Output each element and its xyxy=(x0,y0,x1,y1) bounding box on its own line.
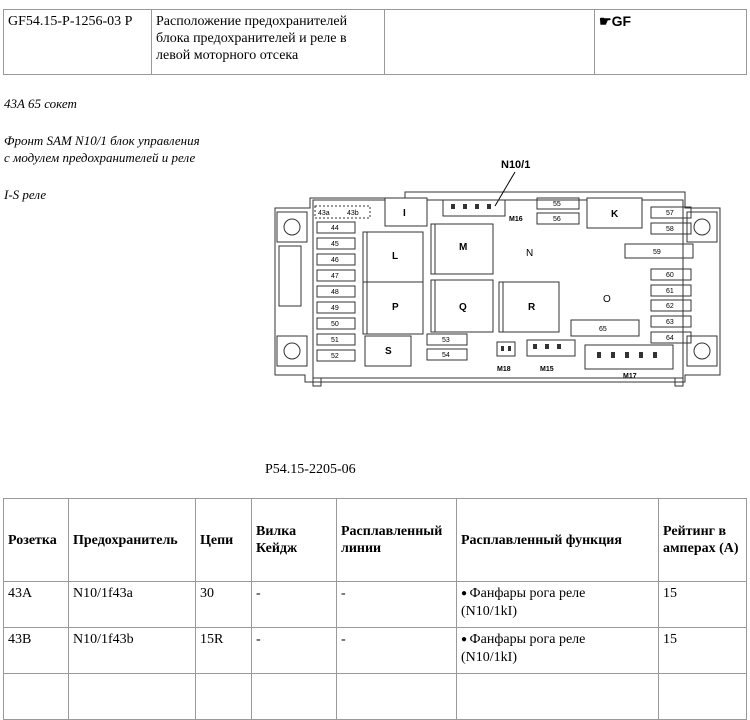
function-ref: (N10/1kI) xyxy=(461,604,517,619)
table-row-partial xyxy=(4,674,747,720)
connector-m15-label: M15 xyxy=(540,366,554,373)
cell-circuit: 30 xyxy=(196,582,252,628)
table-row xyxy=(4,582,747,628)
relay-r-label: R xyxy=(528,302,536,313)
connector-m16-label: M16 xyxy=(509,216,523,223)
document-header-table xyxy=(3,9,747,75)
fuse-44-label: 44 xyxy=(331,225,339,232)
doc-code: GF54.15-P-1256-03 P xyxy=(4,10,152,75)
relay-l-label: L xyxy=(392,251,399,262)
relay-o-label: O xyxy=(603,294,611,305)
fuse-56-label: 56 xyxy=(553,216,561,223)
col-header-socket: Розетка xyxy=(4,499,69,582)
front-sam-note-line1: Фронт SAM N10/1 блок управления xyxy=(4,133,200,148)
function-ref: (N10/1kI) xyxy=(461,650,517,665)
fuse-assignment-table xyxy=(3,498,747,720)
relay-m-label: M xyxy=(459,242,468,253)
fuse-50-label: 50 xyxy=(331,321,339,328)
cell-fuse: N10/1f43b xyxy=(69,628,196,674)
fuse-58-label: 58 xyxy=(666,226,674,233)
socket-note: 43A 65 сокет xyxy=(4,96,77,111)
col-header-fused-line: Расплавленный линии xyxy=(337,499,457,582)
cell-fused-function xyxy=(457,628,659,674)
relay-k-label: K xyxy=(611,209,619,220)
fuse-49-label: 49 xyxy=(331,305,339,312)
relay-p-label: P xyxy=(392,302,399,313)
fuse-46-label: 46 xyxy=(331,257,339,264)
relay-q-label: Q xyxy=(459,302,467,313)
pointing-hand-icon: ☛ xyxy=(599,13,612,29)
cell-cage-plug: - xyxy=(252,582,337,628)
cell-fused-line: - xyxy=(337,628,457,674)
fuse-62-label: 62 xyxy=(666,303,674,310)
fuse-57-label: 57 xyxy=(666,210,674,217)
cell-cage-plug: - xyxy=(252,628,337,674)
function-text: ● Фанфары рога реле xyxy=(461,632,585,647)
gf-logo: GF xyxy=(611,13,632,29)
col-header-fuse: Предохранитель xyxy=(69,499,196,582)
cell-fuse: N10/1f43a xyxy=(69,582,196,628)
figure-caption: P54.15-2205-06 xyxy=(265,462,356,477)
cell-socket: 43B xyxy=(4,628,69,674)
cell-rating: 15 xyxy=(659,628,747,674)
cell-rating: 15 xyxy=(659,582,747,628)
col-header-fused-function: Расплавленный функция xyxy=(457,499,659,582)
cell-fused-function xyxy=(457,582,659,628)
front-sam-note-line2: с модулем предохранителей и реле xyxy=(4,150,196,165)
fuse-51-label: 51 xyxy=(331,337,339,344)
col-header-rating: Рейтинг в амперах (А) xyxy=(659,499,747,582)
table-row xyxy=(4,628,747,674)
fuse-53-label: 53 xyxy=(442,337,450,344)
table-header-row xyxy=(4,499,747,582)
fuse-59-label: 59 xyxy=(653,249,661,256)
relay-i-label: I xyxy=(403,208,406,219)
cell-fused-line: - xyxy=(337,582,457,628)
cell-circuit: 15R xyxy=(196,628,252,674)
fuse-box-diagram xyxy=(265,150,725,395)
function-text: ● Фанфары рога реле xyxy=(461,586,585,601)
fuse-64-label: 64 xyxy=(666,335,674,342)
relay-n-label: N xyxy=(526,248,534,259)
fuse-43a-label: 43a xyxy=(318,210,330,217)
fuse-52-label: 52 xyxy=(331,353,339,360)
relay-s-label: S xyxy=(385,346,392,357)
doc-title: Расположение предохранителей блока предохранителей и реле в левой моторного отсека xyxy=(152,10,385,75)
fuse-65-label: 65 xyxy=(599,326,607,333)
fuse-45-label: 45 xyxy=(331,241,339,248)
connector-m18-label: M18 xyxy=(497,366,511,373)
col-header-cage-plug: Вилка Кейдж xyxy=(252,499,337,582)
unit-label: N10/1 xyxy=(501,159,531,171)
fuse-48-label: 48 xyxy=(331,289,339,296)
relay-note: I-S реле xyxy=(4,187,47,202)
cell-socket: 43A xyxy=(4,582,69,628)
fuse-60-label: 60 xyxy=(666,272,674,279)
col-header-circuit: Цепи xyxy=(196,499,252,582)
connector-m17-label: M17 xyxy=(623,373,637,380)
fuse-47-label: 47 xyxy=(331,273,339,280)
fuse-54-label: 54 xyxy=(442,352,450,359)
header-empty-cell xyxy=(385,10,595,75)
fuse-63-label: 63 xyxy=(666,319,674,326)
fuse-55-label: 55 xyxy=(553,201,561,208)
fuse-43b-label: 43b xyxy=(347,210,359,217)
header-logo-cell xyxy=(595,10,747,75)
fuse-61-label: 61 xyxy=(666,288,674,295)
